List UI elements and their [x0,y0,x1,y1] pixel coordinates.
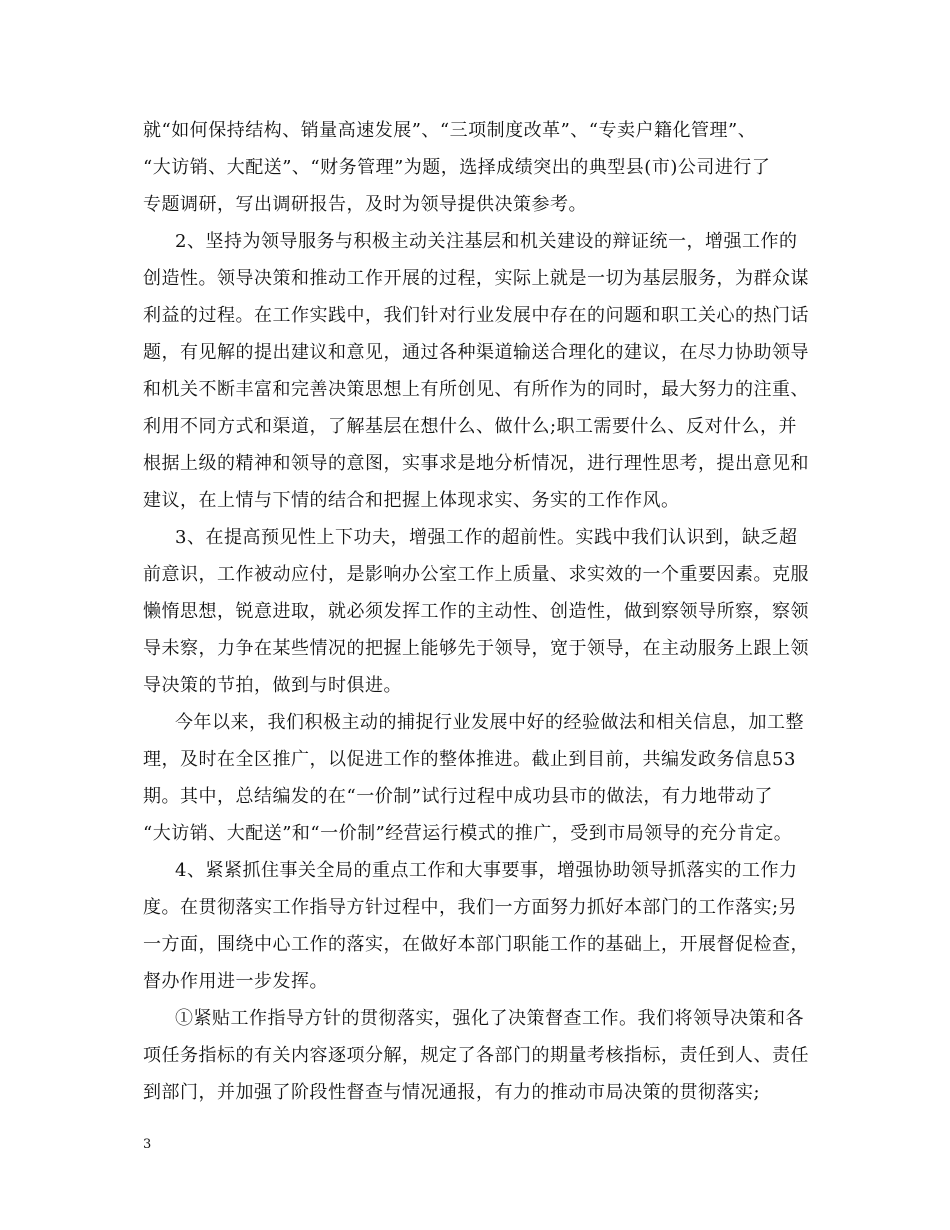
paragraph-start: 3、在提高预见性上下功夫，增强工作的超前性。实践中我们认识到，缺乏超 [175,527,798,548]
text-line: 根据上级的精神和领导的意图，实事求是地分析情况，进行理性思考，提出意见和 [143,453,809,474]
text-line: 建议，在上情与下情的结合和把握上体现求实、务实的工作作风。 [143,490,680,511]
text-line: 导未察，力争在某些情况的把握上能够先于领导，宽于领导，在主动服务上跟上领 [143,638,809,659]
text-line: 前意识，工作被动应付，是影响办公室工作上质量、求实效的一个重要因素。克服 [143,564,809,585]
text-line: 督办作用进一步发挥。 [143,971,328,992]
text-line: 就“如何保持结构、销量高速发展”、“三项制度改革”、“专卖户籍化管理”、 [143,120,757,141]
text-line: 期。其中，总结编发的在“一价制”试行过程中成功县市的做法，有力地带动了 [143,786,773,807]
text-line: 创造性。领导决策和推动工作开展的过程，实际上就是一切为基层服务，为群众谋 [143,268,809,289]
text-line: 和机关不断丰富和完善决策思想上有所创见、有所作为的同时，最大努力的注重、 [143,379,809,400]
text-line: 专题调研，写出调研报告，及时为领导提供决策参考。 [143,194,587,215]
text-line: 一方面，围绕中心工作的落实，在做好本部门职能工作的基础上，开展督促检查， [143,934,809,955]
text-line: 项任务指标的有关内容逐项分解，规定了各部门的期量考核指标，责任到人、责任 [143,1045,809,1066]
paragraph-start: 2、坚持为领导服务与积极主动关注基层和机关建设的辩证统一，增强工作的 [175,231,798,252]
text-line: “大访销、大配送”和“一价制”经营运行模式的推广，受到市局领导的充分肯定。 [143,823,793,844]
paragraph-start: 4、紧紧抓住事关全局的重点工作和大事要事，增强协助领导抓落实的工作力 [175,860,798,881]
text-line: “大访销、大配送”、“财务管理”为题，选择成绩突出的典型县(市)公司进行了 [143,157,771,178]
text-line: 利益的过程。在工作实践中，我们针对行业发展中存在的问题和职工关心的热门话 [143,305,809,326]
text-line: 理，及时在全区推广，以促进工作的整体推进。截止到目前，共编发政务信息53 [143,749,796,770]
text-line: 导决策的节拍，做到与时俱进。 [143,675,402,696]
text-line: 懒惰思想，锐意进取，就必须发挥工作的主动性、创造性，做到察领导所察，察领 [143,601,809,622]
paragraph-start: ①紧贴工作指导方针的贯彻落实，强化了决策督查工作。我们将领导决策和各 [175,1008,804,1029]
text-line: 到部门，并加强了阶段性督查与情况通报，有力的推动市局决策的贯彻落实; [143,1082,761,1103]
paragraph-start: 今年以来，我们积极主动的捕捉行业发展中好的经验做法和相关信息，加工整 [175,712,804,733]
text-line: 题，有见解的提出建议和意见，通过各种渠道输送合理化的建议，在尽力协助领导 [143,342,809,363]
text-line: 利用不同方式和渠道，了解基层在想什么、做什么;职工需要什么、反对什么，并 [143,416,798,437]
page-number: 3 [143,1137,152,1152]
text-line: 度。在贯彻落实工作指导方针过程中，我们一方面努力抓好本部门的工作落实;另 [143,897,798,918]
